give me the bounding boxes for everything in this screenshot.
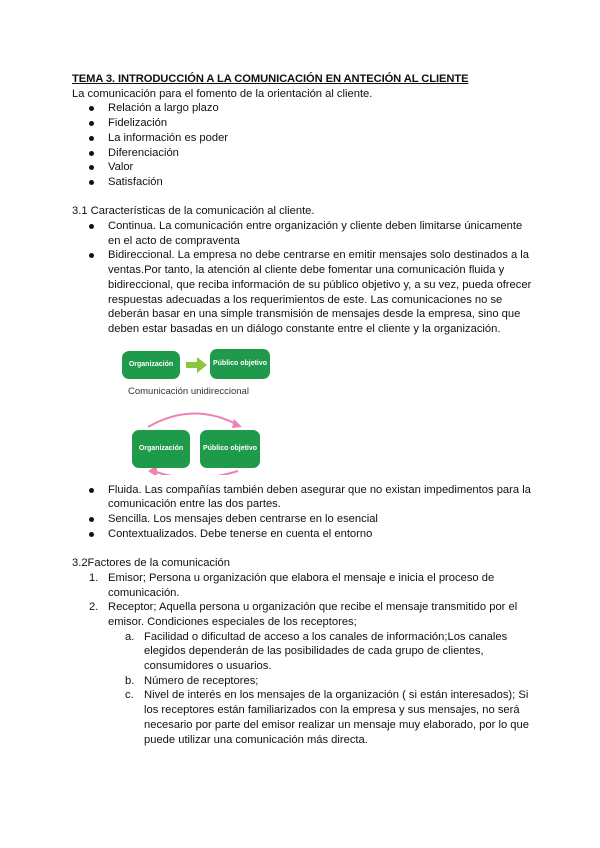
- list-item: Fidelización: [108, 116, 532, 131]
- list-item: Diferenciación: [108, 146, 532, 161]
- list-item: Relación a largo plazo: [108, 101, 532, 116]
- list-item: Contextualizados. Debe tenerse en cuenta el entorno: [108, 527, 532, 542]
- list-item: Bidireccional. La empresa no debe centrarse en emitir mensajes solo destinados a la ventas.Por tanto, la atención al cliente debe fomentar una comunicación fluida y bidireccional, que reciba información de su público objetivo y, a su vez, pueda ofrecer respuestas adecuadas a los requerimientos de este. Las comunicaciones no se deberán basar en una simple transmisión de mensajes desde la empresa, sino que deben estar basadas en un diálogo constante entre el cliente y la organización.: [108, 249, 532, 335]
- org-box-bottom: Organización: [132, 430, 190, 468]
- section-heading-3-1: 3.1 Características de la comunicación al cliente.: [72, 205, 315, 218]
- list-item: Fluida. Las compañías también deben asegurar que no existan impedimentos para la comunicación entre las dos partes.: [108, 483, 531, 511]
- intro-text: La comunicación para el fomento de la orientación al cliente.: [72, 87, 373, 100]
- publico-box-bottom: Público objetivo: [200, 430, 260, 468]
- document-page: [72, 72, 532, 747]
- list-item: Valor: [108, 160, 532, 175]
- org-box-top: Organización: [122, 351, 180, 379]
- list-item: La información es poder: [108, 131, 532, 146]
- list-item: Satisfación: [108, 175, 532, 190]
- diagram-label: Comunicación unidireccional: [128, 385, 249, 397]
- document-title: TEMA 3. INTRODUCCIÓN A LA COMUNICACIÓN EN ANTECIÓN AL CLIENTE: [72, 73, 469, 85]
- section-heading-3-2: 3.2Factores de la comunicación: [72, 557, 230, 570]
- intro-list: [72, 101, 532, 189]
- publico-box-top: Público objetivo: [210, 349, 270, 379]
- factors-list: [72, 571, 532, 747]
- list-item: 1. Emisor; Persona u organización que elabora el mensaje e inicia el proceso de comunicación.: [89, 571, 495, 599]
- list-item: a. Facilidad o dificultad de acceso a los canales de información;Los canales elegidos dependerán de las posibilidades de cada grupo de clientes, consumidores o usuarios.: [125, 630, 508, 673]
- characteristics-list-continued: [72, 483, 532, 542]
- arrow-right-icon: [186, 357, 208, 373]
- communication-diagram: [108, 345, 278, 475]
- receptor-conditions-list: [108, 630, 532, 748]
- list-item: b. Número de receptores;: [125, 674, 259, 687]
- list-item: 2. Receptor; Aquella persona u organización que recibe el mensaje transmitido por el emisor. Condiciones especiales de los receptores; a. Facilidad o dificultad de acceso a los canales de información;Los canales elegidos dependerán de las posibilidades de cada grupo de clientes, consumidores o usuarios. b. Número de receptores; c. Nivel de interés en los mensajes de la organización ( si están interesados); Si los receptores están familiarizados con la empresa y sus mensajes, no será necesario por parte del emisor realizar un mensaje muy elaborado, por lo que puede utilizar una comunicación más directa.: [108, 600, 532, 747]
- list-item: Continua. La comunicación entre organización y cliente deben limitarse únicamente en el acto de compraventa: [108, 219, 532, 248]
- list-item: Sencilla. Los mensajes deben centrarse en lo esencial: [108, 512, 532, 527]
- list-item: c. Nivel de interés en los mensajes de la organización ( si están interesados); Si los receptores están familiarizados con la empresa y sus mensajes, no será necesario por parte del emisor realizar un mensaje muy elaborado, por lo que puede utilizar una comunicación más directa.: [125, 689, 529, 746]
- characteristics-list: [72, 219, 532, 337]
